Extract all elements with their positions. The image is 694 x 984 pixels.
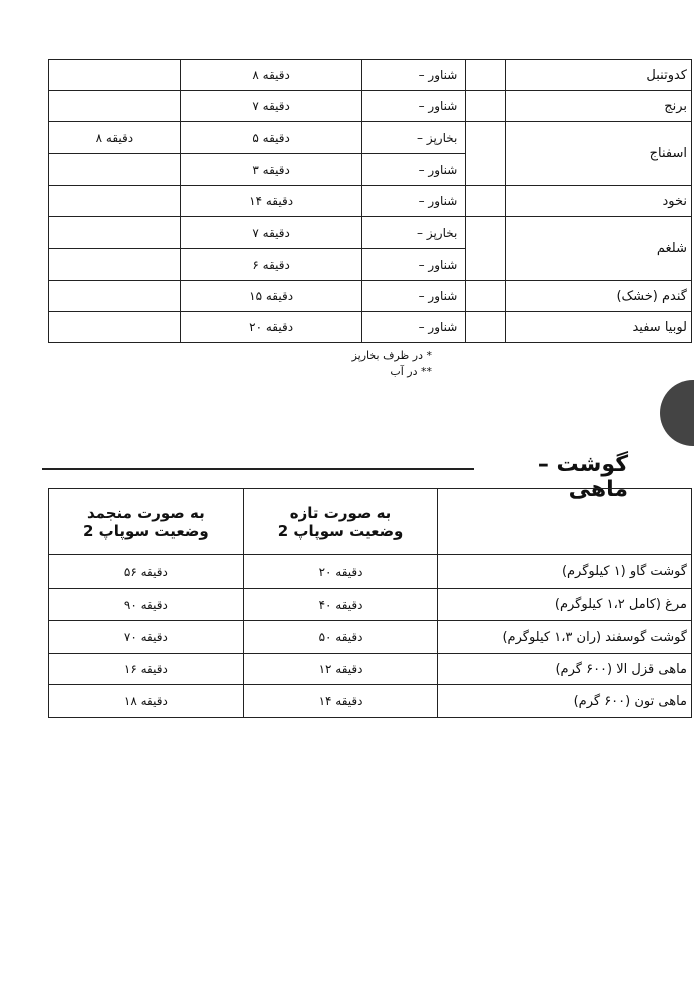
footnote-water: ** در آب [390, 365, 432, 378]
blank-cell [466, 60, 506, 91]
section-title: گوشت – ماهی [537, 452, 628, 502]
extra-time-cell [49, 312, 181, 343]
fresh-header-line1: به صورت تازه [289, 503, 392, 522]
blank-cell [466, 312, 506, 343]
food-name-cell: گندم (خشک) [506, 281, 692, 312]
frozen-time-cell: ۱۶ دقیقه [49, 654, 244, 685]
fresh-time-cell: ۵۰ دقیقه [243, 621, 438, 654]
cooking-time-cell: ۱۴ دقیقه [180, 186, 362, 217]
blank-cell [466, 217, 506, 281]
table-row [49, 312, 692, 343]
vegetable-cooking-table [48, 59, 692, 343]
cooking-time-cell: ۶ دقیقه [180, 249, 362, 281]
cooking-method-cell: – شناور [362, 312, 466, 343]
table-row [49, 654, 692, 685]
fresh-time-cell: ۲۰ دقیقه [243, 555, 438, 589]
table-row [49, 555, 692, 589]
table-row [49, 122, 692, 154]
frozen-time-cell: ۹۰ دقیقه [49, 589, 244, 621]
cooking-time-cell: ۳ دقیقه [180, 154, 362, 186]
cooking-method-cell: – شناور [362, 91, 466, 122]
table-row [49, 60, 692, 91]
cooking-method-cell: – بخارپز [362, 122, 466, 154]
food-name-cell: برنج [506, 91, 692, 122]
cooking-method-cell: – شناور [362, 154, 466, 186]
food-name-cell: ماهی تون (۶۰۰ گرم) [438, 685, 692, 718]
cooking-method-cell: – شناور [362, 281, 466, 312]
table-row [49, 91, 692, 122]
blank-cell [466, 186, 506, 217]
frozen-header-line2: وضعیت سوپاپ 2 [83, 521, 209, 540]
food-name-cell: گوشت گوسفند (ران ۱،۳ کیلوگرم) [438, 621, 692, 654]
food-name-cell: لوبیا سفید [506, 312, 692, 343]
fresh-time-cell: ۱۴ دقیقه [243, 685, 438, 718]
side-tab-marker [660, 380, 694, 446]
fresh-header-line2: وضعیت سوپاپ 2 [277, 521, 404, 540]
blank-cell [466, 281, 506, 312]
title-divider [42, 468, 474, 470]
extra-time-cell: ۸ دقیقه [49, 122, 181, 154]
cooking-time-cell: ۱۵ دقیقه [180, 281, 362, 312]
food-name-cell: ماهی قزل الا (۶۰۰ گرم) [438, 654, 692, 685]
cooking-time-cell: ۲۰ دقیقه [180, 312, 362, 343]
blank-cell [466, 91, 506, 122]
table-row [49, 685, 692, 718]
frozen-header-line1: به صورت منجمد [86, 503, 205, 522]
food-name-cell: اسفناج [506, 122, 692, 186]
fresh-header [243, 489, 438, 555]
footnotes [320, 348, 432, 380]
extra-time-cell [49, 186, 181, 217]
blank-header-cell [438, 489, 692, 555]
cooking-method-cell: – شناور [362, 60, 466, 91]
food-name-cell: کدوتنبل [506, 60, 692, 91]
cooking-time-cell: ۷ دقیقه [180, 91, 362, 122]
table-row [49, 217, 692, 249]
extra-time-cell [49, 154, 181, 186]
fresh-time-cell: ۱۲ دقیقه [243, 654, 438, 685]
frozen-time-cell: ۵۶ دقیقه [49, 555, 244, 589]
blank-cell [466, 122, 506, 186]
cooking-method-cell: – بخارپز [362, 217, 466, 249]
cooking-method-cell: – شناور [362, 186, 466, 217]
food-name-cell: نخود [506, 186, 692, 217]
fresh-time-cell: ۴۰ دقیقه [243, 589, 438, 621]
table-row [49, 281, 692, 312]
frozen-time-cell: ۷۰ دقیقه [49, 621, 244, 654]
extra-time-cell [49, 249, 181, 281]
frozen-header [49, 489, 244, 555]
extra-time-cell [49, 60, 181, 91]
table-row [49, 621, 692, 654]
extra-time-cell [49, 281, 181, 312]
cooking-method-cell: – شناور [362, 249, 466, 281]
footnote-steamer: * در ظرف بخارپز [351, 349, 432, 362]
table-row [49, 589, 692, 621]
food-name-cell: شلغم [506, 217, 692, 281]
extra-time-cell [49, 217, 181, 249]
table-header-row [49, 489, 692, 555]
food-name-cell: گوشت گاو (۱ کیلوگرم) [438, 555, 692, 589]
table-row [49, 186, 692, 217]
food-name-cell: مرغ (کامل ۱،۲ کیلوگرم) [438, 589, 692, 621]
cooking-time-cell: ۷ دقیقه [180, 217, 362, 249]
extra-time-cell [49, 91, 181, 122]
cooking-time-cell: ۸ دقیقه [180, 60, 362, 91]
frozen-time-cell: ۱۸ دقیقه [49, 685, 244, 718]
cooking-time-cell: ۵ دقیقه [180, 122, 362, 154]
meat-fish-cooking-table [48, 488, 692, 718]
